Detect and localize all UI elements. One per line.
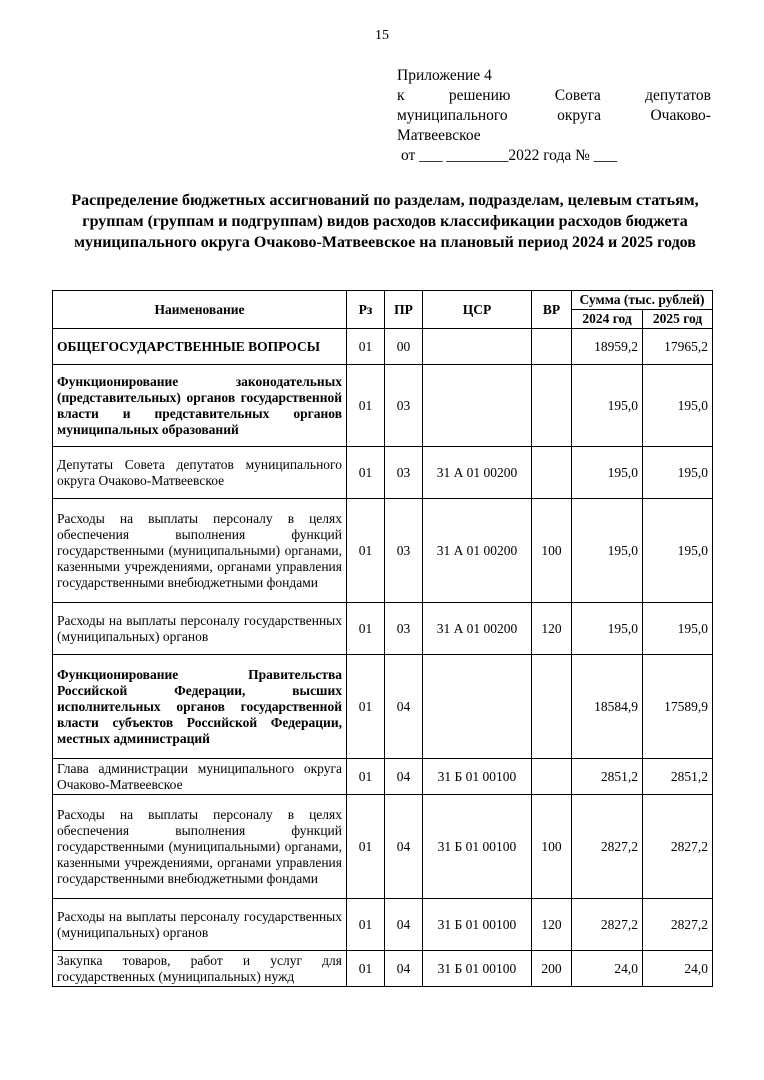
row-2024-cell: 24,0	[572, 951, 643, 987]
row-2025-cell: 17589,9	[643, 655, 713, 759]
row-name-cell: Расходы на выплаты персоналу государственных (муниципальных) органов	[53, 899, 347, 951]
row-2024-cell: 195,0	[572, 447, 643, 499]
row-vr-cell: 120	[532, 603, 572, 655]
row-2025-cell: 24,0	[643, 951, 713, 987]
row-pr-cell: 03	[385, 603, 423, 655]
header-rz: Рз	[347, 291, 385, 329]
document-title: Распределение бюджетных ассигнований по разделам, подразделам, целевым статьям, группам (группам и подгруппам) видов расходов классификации расходов бюджета муниципального округа Очаково-Матвеевское на плановый период 2024 и 2025 годов	[71, 192, 699, 251]
appendix-word: решению	[448, 87, 511, 104]
row-rz-cell: 01	[347, 795, 385, 899]
row-csr-cell: 31 Б 01 00100	[423, 899, 532, 951]
row-name-cell: Глава администрации муниципального округа Очаково-Матвеевское	[53, 759, 347, 795]
row-rz-cell: 01	[347, 951, 385, 987]
row-2025-cell: 2851,2	[643, 759, 713, 795]
row-vr-cell: 120	[532, 899, 572, 951]
row-2025-cell: 17965,2	[643, 329, 713, 365]
row-vr-cell	[532, 365, 572, 447]
row-csr-cell: 31 Б 01 00100	[423, 759, 532, 795]
row-name-cell: Депутаты Совета депутатов муниципального округа Очаково-Матвеевское	[53, 447, 347, 499]
row-name-cell: Закупка товаров, работ и услуг для государственных (муниципальных) нужд	[53, 951, 347, 987]
table-row	[53, 655, 713, 759]
appendix-word: Совета	[554, 87, 601, 104]
row-rz-cell: 01	[347, 759, 385, 795]
appendix-word: к	[397, 87, 405, 104]
appendix-line-1: Приложение 4	[397, 67, 492, 84]
row-vr-cell: 200	[532, 951, 572, 987]
row-rz-cell: 01	[347, 447, 385, 499]
row-2024-cell: 195,0	[572, 365, 643, 447]
header-csr: ЦСР	[423, 291, 532, 329]
row-name-cell: ОБЩЕГОСУДАРСТВЕННЫЕ ВОПРОСЫ	[53, 329, 347, 365]
appendix-word: Очаково-	[650, 107, 711, 124]
row-pr-cell: 04	[385, 759, 423, 795]
row-rz-cell: 01	[347, 603, 385, 655]
header-year-2024: 2024 год	[572, 310, 643, 329]
row-vr-cell	[532, 655, 572, 759]
row-csr-cell	[423, 365, 532, 447]
row-2025-cell: 195,0	[643, 499, 713, 603]
page-number: 15	[375, 28, 389, 43]
row-pr-cell: 03	[385, 365, 423, 447]
row-name-cell: Расходы на выплаты персоналу в целях обеспечения выполнения функций государственными (муниципальными) органами, казенными учреждениями, органами управления государственными внебюджетными фондами	[53, 499, 347, 603]
row-pr-cell: 03	[385, 499, 423, 603]
row-pr-cell: 04	[385, 951, 423, 987]
row-pr-cell: 03	[385, 447, 423, 499]
header-pr: ПР	[385, 291, 423, 329]
row-rz-cell: 01	[347, 329, 385, 365]
row-2024-cell: 18959,2	[572, 329, 643, 365]
row-vr-cell	[532, 329, 572, 365]
row-2024-cell: 2851,2	[572, 759, 643, 795]
header-vr: ВР	[532, 291, 572, 329]
table-row	[53, 365, 713, 447]
appendix-word: депутатов	[645, 87, 711, 104]
budget-table	[52, 290, 713, 987]
header-year-2025: 2025 год	[643, 310, 713, 329]
row-pr-cell: 04	[385, 795, 423, 899]
row-rz-cell: 01	[347, 365, 385, 447]
table-row	[53, 447, 713, 499]
row-name-cell: Расходы на выплаты персоналу государственных (муниципальных) органов	[53, 603, 347, 655]
row-2024-cell: 2827,2	[572, 795, 643, 899]
appendix-word: округа	[557, 107, 601, 124]
table-row	[53, 899, 713, 951]
row-rz-cell: 01	[347, 899, 385, 951]
row-csr-cell: 31 Б 01 00100	[423, 951, 532, 987]
row-2025-cell: 195,0	[643, 365, 713, 447]
row-csr-cell: 31 А 01 00200	[423, 603, 532, 655]
appendix-line-2	[397, 86, 711, 106]
row-vr-cell: 100	[532, 499, 572, 603]
row-pr-cell: 04	[385, 899, 423, 951]
table-row	[53, 329, 713, 365]
row-csr-cell	[423, 329, 532, 365]
row-pr-cell: 04	[385, 655, 423, 759]
table-row	[53, 759, 713, 795]
row-rz-cell: 01	[347, 655, 385, 759]
row-2025-cell: 2827,2	[643, 795, 713, 899]
row-csr-cell: 31 А 01 00200	[423, 447, 532, 499]
row-2025-cell: 195,0	[643, 603, 713, 655]
row-2025-cell: 195,0	[643, 447, 713, 499]
table-row	[53, 499, 713, 603]
row-pr-cell: 00	[385, 329, 423, 365]
row-vr-cell	[532, 447, 572, 499]
row-vr-cell: 100	[532, 795, 572, 899]
header-name: Наименование	[53, 291, 347, 329]
table-row	[53, 951, 713, 987]
appendix-word: муниципального	[397, 107, 508, 124]
table-row	[53, 603, 713, 655]
header-sum: Сумма (тыс. рублей)	[572, 291, 713, 310]
row-rz-cell: 01	[347, 499, 385, 603]
header-row	[53, 291, 713, 310]
row-2024-cell: 195,0	[572, 499, 643, 603]
table-row	[53, 795, 713, 899]
row-2024-cell: 195,0	[572, 603, 643, 655]
row-2024-cell: 2827,2	[572, 899, 643, 951]
row-vr-cell	[532, 759, 572, 795]
row-2024-cell: 18584,9	[572, 655, 643, 759]
appendix-line-3	[397, 106, 711, 126]
row-csr-cell: 31 Б 01 00100	[423, 795, 532, 899]
row-2025-cell: 2827,2	[643, 899, 713, 951]
appendix-line-4: Матвеевское	[397, 127, 481, 144]
appendix-block	[397, 66, 711, 166]
row-csr-cell: 31 А 01 00200	[423, 499, 532, 603]
row-name-cell: Функционирование Правительства Российской Федерации, высших исполнительных органов государственной власти субъектов Российской Федерации, местных администраций	[53, 655, 347, 759]
row-csr-cell	[423, 655, 532, 759]
appendix-date-line: от ___ ________2022 года № ___	[401, 147, 618, 164]
row-name-cell: Функционирование законодательных (представительных) органов государственной власти и представительных органов муниципальных образований	[53, 365, 347, 447]
row-name-cell: Расходы на выплаты персоналу в целях обеспечения выполнения функций государственными (муниципальными) органами, казенными учреждениями, органами управления государственными внебюджетными фондами	[53, 795, 347, 899]
